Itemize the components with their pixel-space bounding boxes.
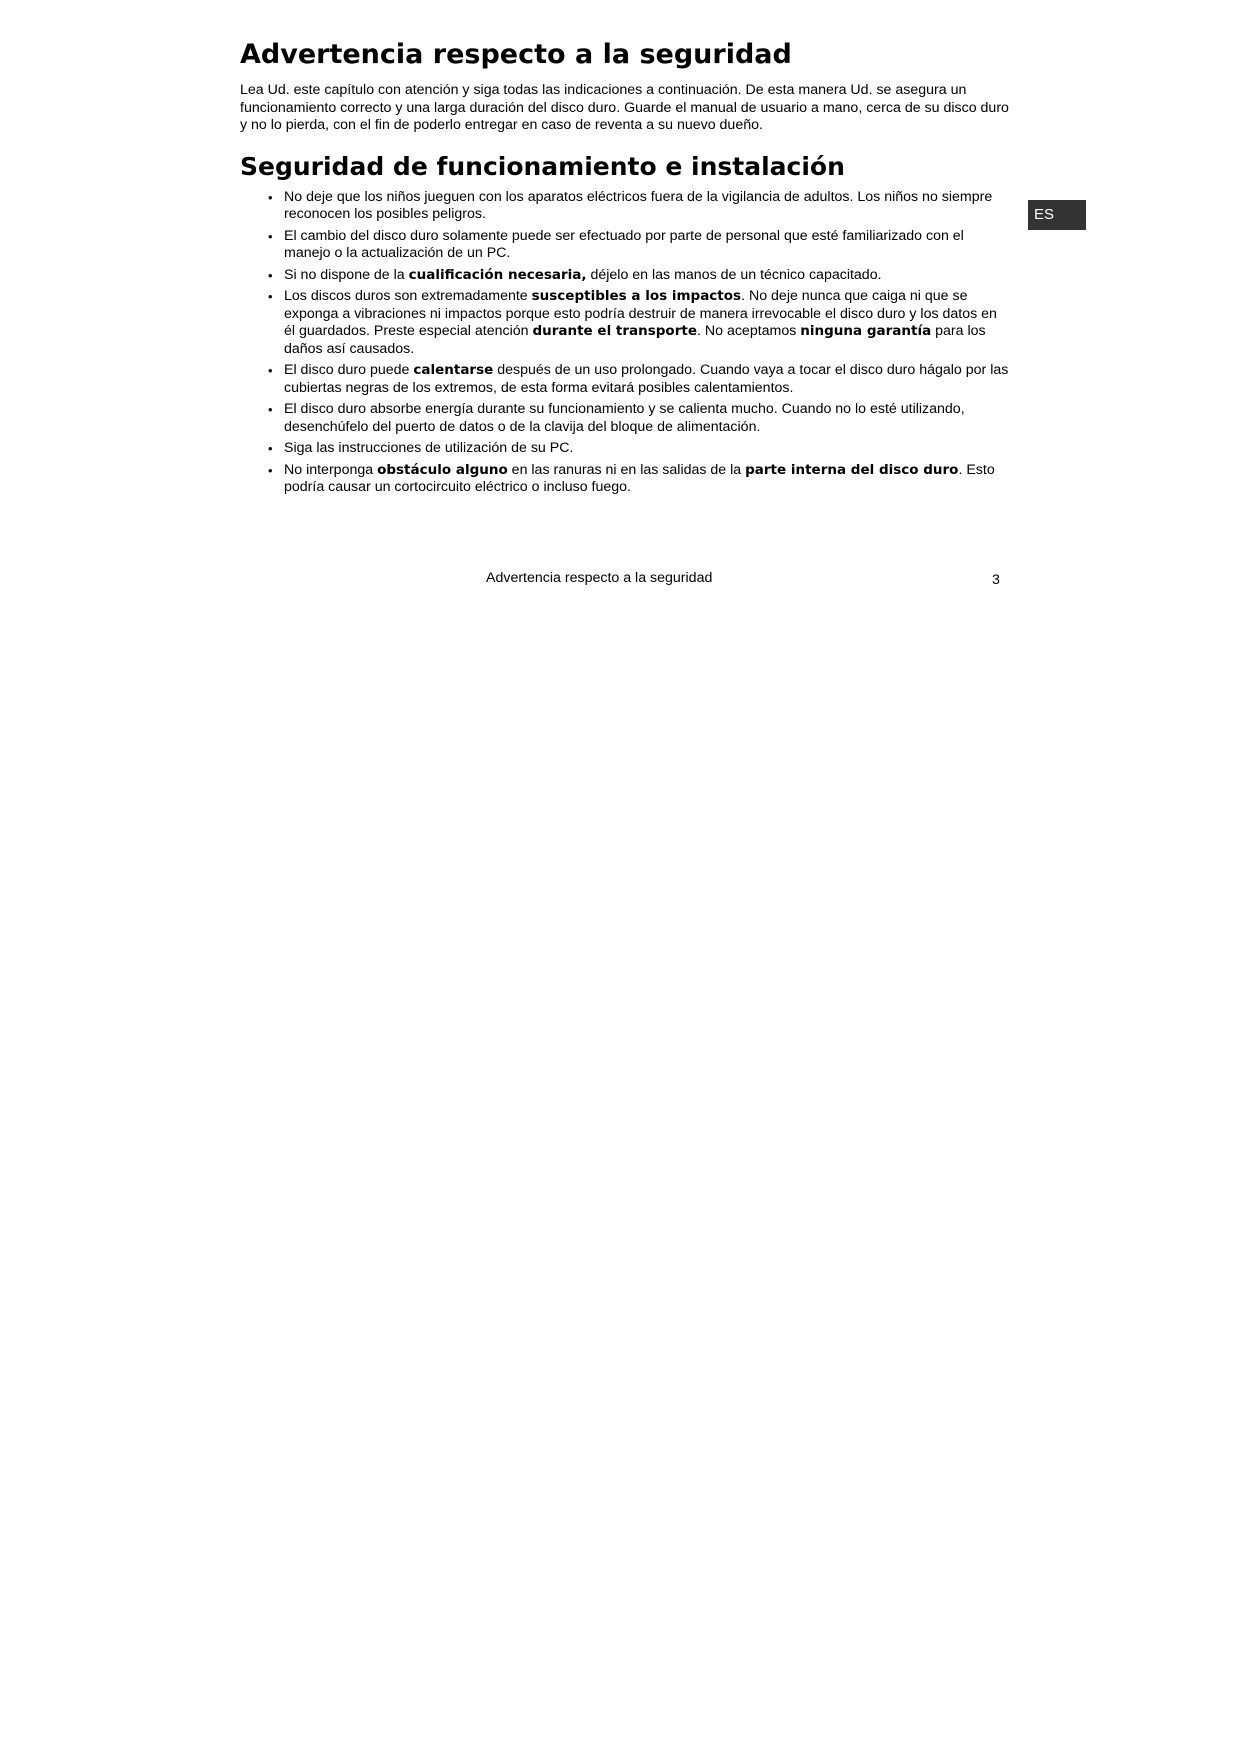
bullet-text: Siga las instrucciones de utilización de su PC. <box>284 440 574 456</box>
page-number: 3 <box>992 572 1000 588</box>
safety-bullet-item <box>268 288 1010 358</box>
safety-bullet-item <box>268 461 1010 497</box>
safety-bullet-list <box>240 189 1010 497</box>
bullet-text: El disco duro puede <box>284 362 414 378</box>
safety-bullet-item <box>268 266 1010 285</box>
bullet-text: para los daños así causados. <box>284 323 986 357</box>
safety-bullet-item <box>268 401 1010 436</box>
bullet-icon: • <box>268 402 273 417</box>
bullet-icon: • <box>268 441 273 456</box>
bullet-text: Los discos duros son extremadamente <box>284 288 532 304</box>
safety-bullet-item <box>268 188 1010 224</box>
bullet-emphasis: durante el transporte <box>532 323 697 339</box>
bullet-icon: • <box>268 363 273 378</box>
bullet-text: . Esto podría causar un cortocircuito eléctrico o incluso fuego. <box>284 461 995 495</box>
bullet-emphasis: obstáculo alguno <box>377 461 508 478</box>
bullet-emphasis: calentarse <box>413 362 494 378</box>
bullet-emphasis: cualificación necesaria, <box>408 266 587 283</box>
bullet-text: Si no dispone de la <box>284 266 409 283</box>
bullet-icon: • <box>268 189 273 205</box>
bullet-emphasis: parte interna del disco duro <box>745 461 959 478</box>
safety-bullet-item <box>268 362 1010 397</box>
bullet-text: No interponga <box>284 461 378 478</box>
bullet-text: en las ranuras ni en las salidas de la <box>507 461 746 478</box>
bullet-text: El disco duro absorbe energía durante su funcionamiento y se calienta mucho. Cuando no lo esté utilizando, desenchúfelo del puerto de datos o de la clavija del bloque de alimentación. <box>284 401 965 435</box>
page-content <box>240 38 1010 501</box>
bullet-text: déjelo en las manos de un técnico capacitado. <box>586 266 882 283</box>
bullet-icon: • <box>268 267 273 283</box>
bullet-icon: • <box>268 462 273 478</box>
bullet-emphasis: ninguna garantía <box>800 323 932 339</box>
language-tab: ES <box>1028 200 1086 230</box>
bullet-text: . No aceptamos <box>696 323 801 339</box>
bullet-text: después de un uso prolongado. Cuando vaya a tocar el disco duro hágalo por las cubiertas negras de los extremos, de esta forma evitará posibles calentamientos. <box>284 362 1009 396</box>
section-title: Seguridad de funcionamiento e instalación <box>240 151 845 181</box>
intro-paragraph: Lea Ud. este capítulo con atención y siga todas las indicaciones a continuación. De esta manera Ud. se asegura un funcionamiento correcto y una larga duración del disco duro. Guarde el manual de usuario a mano, cerca de su disco duro y no lo pierda, con el fin de poderlo entregar en caso de reventa a su nuevo dueño. <box>240 82 1009 133</box>
safety-bullet-item <box>268 227 1010 263</box>
bullet-icon: • <box>268 289 273 304</box>
footer-title: Advertencia respecto a la seguridad <box>486 570 713 586</box>
bullet-text: . No deje nunca que caiga ni que se exponga a vibraciones ni impactos porque esto podría destruir de manera irrevocable el disco duro y los datos en él guardados. Preste especial atención <box>284 288 997 339</box>
bullet-text: No deje que los niños jueguen con los aparatos eléctricos fuera de la vigilancia de adultos. Los niños no siempre reconocen los posibles peligros. <box>284 188 993 222</box>
safety-bullet-item <box>268 440 1010 458</box>
bullet-icon: • <box>268 228 273 244</box>
bullet-text: El cambio del disco duro solamente puede ser efectuado por parte de personal que esté familiarizado con el manejo o la actualización de un PC. <box>284 227 964 261</box>
bullet-emphasis: susceptibles a los impactos <box>531 288 742 304</box>
page-title: Advertencia respecto a la seguridad <box>240 39 792 70</box>
